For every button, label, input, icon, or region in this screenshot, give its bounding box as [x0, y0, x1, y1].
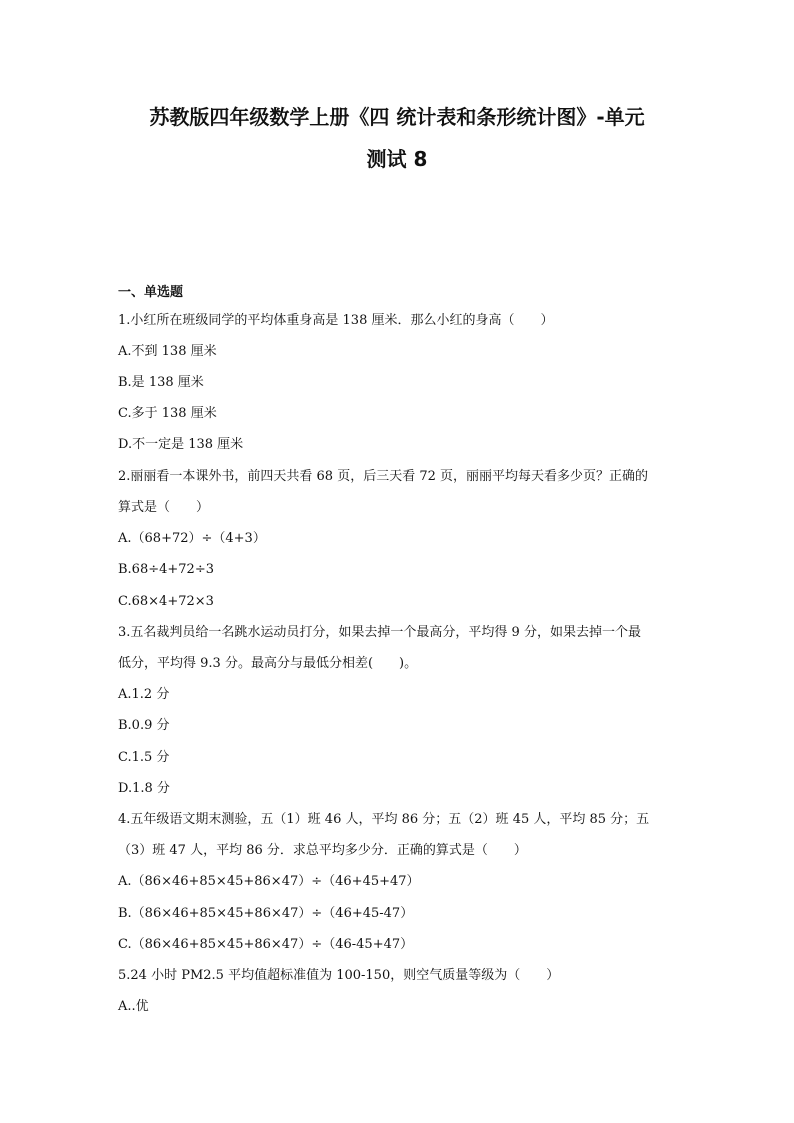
q2-stem-line1: 2.丽丽看一本课外书，前四天共看 68 页，后三天看 72 页，丽丽平均每天看多少页？正确的 [118, 469, 649, 484]
q1-option-b: B.是 138 厘米 [118, 375, 204, 390]
q3-stem-line2: 低分，平均得 9.3 分。最高分与最低分相差( )。 [118, 656, 418, 671]
doc-title-line2: 测试 8 [366, 147, 428, 171]
q5-stem: 5.24 小时 PM2.5 平均值超标准值为 100-150，则空气质量等级为（ ） [118, 968, 560, 983]
q4-option-c: C.（86×46+85×45+86×47）÷（46-45+47） [118, 937, 414, 952]
q2-stem-line2: 算式是（ ） [118, 500, 210, 515]
q3-option-c: C.1.5 分 [118, 750, 170, 765]
q4-option-b: B.（86×46+85×45+86×47）÷（46+45-47） [118, 906, 414, 921]
q1-option-d: D.不一定是 138 厘米 [118, 437, 244, 452]
q3-option-d: D.1.8 分 [118, 781, 170, 796]
q4-option-a: A.（86×46+85×45+86×47）÷（46+45+47） [118, 874, 420, 889]
q2-option-b: B.68÷4+72÷3 [118, 562, 214, 577]
doc-title-line1: 苏教版四年级数学上册《四 统计表和条形统计图》-单元 [149, 105, 645, 129]
q4-stem-line1: 4.五年级语文期末测验，五（1）班 46 人，平均 86 分；五（2）班 45 人，平均 85 分；五 [118, 812, 650, 827]
q3-option-b: B.0.9 分 [118, 718, 170, 733]
q3-option-a: A.1.2 分 [118, 687, 170, 702]
q3-stem-line1: 3.五名裁判员给一名跳水运动员打分，如果去掉一个最高分，平均得 9 分，如果去掉一个最 [118, 625, 641, 640]
q2-option-c: C.68×4+72×3 [118, 594, 214, 609]
q4-stem-line2: （3）班 47 人，平均 86 分．求总平均多少分．正确的算式是（ ） [118, 843, 527, 858]
q1-stem: 1.小红所在班级同学的平均体重身高是 138 厘米．那么小红的身高（ ） [118, 313, 554, 328]
q1-option-c: C.多于 138 厘米 [118, 406, 217, 421]
q5-option-a: A..优 [118, 999, 149, 1014]
q1-option-a: A.不到 138 厘米 [118, 344, 217, 359]
section-heading: 一、单选题 [118, 285, 184, 300]
q2-option-a: A.（68+72）÷（4+3） [118, 531, 266, 546]
